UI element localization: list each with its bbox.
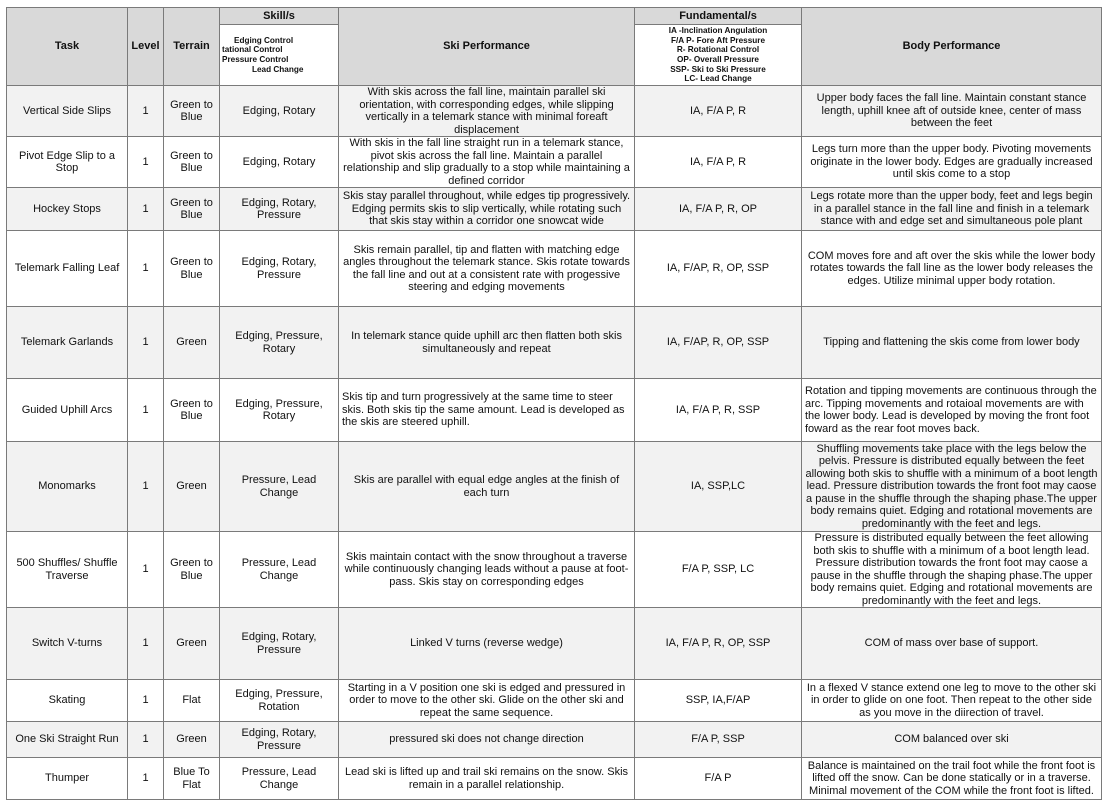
cell-fundamentals: IA, F/A P, R	[635, 137, 802, 188]
cell-fundamentals: IA, F/AP, R, OP, SSP	[635, 231, 802, 307]
cell-skills: Pressure, Lead Change	[220, 758, 339, 800]
cell-skills: Edging, Rotary	[220, 86, 339, 137]
cell-body-performance: In a flexed V stance extend one leg to move to the other ski in order to glide on one foot. Then repeat to the other side as you move in the diirection of travel.	[802, 680, 1102, 722]
cell-skills: Edging, Rotary, Pressure	[220, 608, 339, 680]
header-skills-group: Skill/s	[220, 8, 339, 25]
cell-level: 1	[128, 86, 164, 137]
fundamentals-key-line: OP- Overall Pressure	[677, 55, 759, 64]
cell-fundamentals: F/A P, SSP, LC	[635, 532, 802, 608]
cell-task: Thumper	[7, 758, 128, 800]
cell-skills: Edging, Rotary, Pressure	[220, 231, 339, 307]
fundamentals-key-line: R- Rotational Control	[676, 45, 760, 55]
fundamentals-key-line: IA -Inclination Angulation	[668, 26, 768, 36]
cell-task: Hockey Stops	[7, 188, 128, 231]
cell-task: Vertical Side Slips	[7, 86, 128, 137]
cell-fundamentals: IA, SSP,LC	[635, 442, 802, 532]
cell-skills: Pressure, Lead Change	[220, 532, 339, 608]
cell-task: Switch V-turns	[7, 608, 128, 680]
table-row	[7, 86, 1102, 137]
cell-ski-performance: Starting in a V position one ski is edged and pressured in order to move to the other ski. Glide on the other ski and repeat the same sequence.	[339, 680, 635, 722]
fundamentals-key	[635, 25, 802, 86]
table-row	[7, 137, 1102, 188]
header-terrain: Terrain	[164, 8, 220, 86]
cell-fundamentals: F/A P	[635, 758, 802, 800]
cell-task: Monomarks	[7, 442, 128, 532]
cell-fundamentals: IA, F/A P, R, OP	[635, 188, 802, 231]
table-row	[7, 379, 1102, 442]
table-row	[7, 307, 1102, 379]
cell-task: Telemark Falling Leaf	[7, 231, 128, 307]
cell-body-performance: COM balanced over ski	[802, 722, 1102, 758]
skills-key-line: Edging Control	[234, 35, 294, 45]
cell-ski-performance: With skis across the fall line, maintain parallel ski orientation, with corresponding edges, while slipping vertically in a telemark stance with minimal foreaft displacement	[339, 86, 635, 137]
fundamentals-key-line: F/A P- Fore Aft Pressure	[670, 35, 766, 45]
cell-terrain: Blue To Flat	[164, 758, 220, 800]
cell-ski-performance: Linked V turns (reverse wedge)	[339, 608, 635, 680]
table-row	[7, 188, 1102, 231]
cell-task: Skating	[7, 680, 128, 722]
ski-drills-table	[6, 7, 1102, 800]
header-task: Task	[7, 8, 128, 86]
cell-task: One Ski Straight Run	[7, 722, 128, 758]
cell-skills: Edging, Rotary, Pressure	[220, 188, 339, 231]
cell-skills: Edging, Pressure, Rotary	[220, 379, 339, 442]
header-fundamentals-group: Fundamental/s	[635, 8, 802, 25]
cell-level: 1	[128, 532, 164, 608]
cell-ski-performance: Skis remain parallel, tip and flatten with matching edge angles throughout the telemark stance. Skis rotate towards the fall line and out at a consistent rate with progessive steering and edging movements	[339, 231, 635, 307]
cell-terrain: Green	[164, 442, 220, 532]
skills-key-line: Lead Change	[252, 64, 304, 74]
cell-skills: Edging, Pressure, Rotary	[220, 307, 339, 379]
cell-level: 1	[128, 680, 164, 722]
fundamentals-key-line: LC- Lead Change	[684, 74, 752, 84]
cell-fundamentals: SSP, IA,F/AP	[635, 680, 802, 722]
cell-terrain: Green to Blue	[164, 379, 220, 442]
cell-fundamentals: IA, F/A P, R, OP, SSP	[635, 608, 802, 680]
cell-terrain: Flat	[164, 680, 220, 722]
cell-body-performance: COM of mass over base of support.	[802, 608, 1102, 680]
table-row	[7, 608, 1102, 680]
cell-body-performance: Rotation and tipping movements are continuous through the arc. Tipping movements and rotaioal movements are with the lower body. Lead is developed by moving the front foot foward as the rear foot moves back.	[802, 379, 1102, 442]
skills-key-line: tational Control	[222, 45, 283, 55]
cell-level: 1	[128, 722, 164, 758]
cell-terrain: Green	[164, 722, 220, 758]
header-body-performance: Body Performance	[802, 8, 1102, 86]
table-row	[7, 231, 1102, 307]
table-body	[7, 86, 1102, 800]
table-row	[7, 758, 1102, 800]
cell-ski-performance: Skis are parallel with equal edge angles at the finish of each turn	[339, 442, 635, 532]
table-row	[7, 442, 1102, 532]
cell-terrain: Green	[164, 307, 220, 379]
cell-body-performance: Balance is maintained on the trail foot while the front foot is lifted off the snow. Can be done statically or in a traverse. Minimal movement of the COM while the front foot is lifted.	[802, 758, 1102, 800]
cell-level: 1	[128, 231, 164, 307]
cell-ski-performance: In telemark stance quide uphill arc then flatten both skis simultaneously and repeat	[339, 307, 635, 379]
cell-task: Pivot Edge Slip to a Stop	[7, 137, 128, 188]
cell-level: 1	[128, 137, 164, 188]
cell-terrain: Green to Blue	[164, 532, 220, 608]
cell-body-performance: COM moves fore and aft over the skis while the lower body rotates towards the fall line as the lower body releases the edges. Utilize minimal upper body rotation.	[802, 231, 1102, 307]
header-level: Level	[128, 8, 164, 86]
cell-level: 1	[128, 379, 164, 442]
cell-ski-performance: With skis in the fall line straight run in a telemark stance, pivot skis across the fall line. Maintain a parallel relationship and slip gradually to a stop while maintaining a defined corridor	[339, 137, 635, 188]
table-row	[7, 532, 1102, 608]
cell-body-performance: Pressure is distributed equally between the feet allowing both skis to shuffle with a minimum of a boot length lead. Pressure distribution towards the front foot may caose a pause in the shuffle through the shaping phase.The upper body remains quiet. Edging and rotational movements are predominantly with the feet and legs.	[802, 532, 1102, 608]
skills-key	[220, 25, 339, 86]
table-row	[7, 680, 1102, 722]
cell-ski-performance: Skis maintain contact with the snow throughout a traverse while continuously changing leads without a pause at foot-pass. Skis stay on corresponding edges	[339, 532, 635, 608]
cell-ski-performance: Skis stay parallel throughout, while edges tip progressively. Edging permits skis to slip vertically, while rotating such that skis stay within a corridor one snowcat wide	[339, 188, 635, 231]
cell-task: 500 Shuffles/ Shuffle Traverse	[7, 532, 128, 608]
skills-key-line: Pressure Control	[222, 55, 289, 64]
cell-task: Telemark Garlands	[7, 307, 128, 379]
cell-body-performance: Shuffling movements take place with the legs below the pelvis. Pressure is distributed equally between the feet allowing both skis to shuffle with a minimum of a boot length lead. Pressure distribution towards the front foot may caose a pause in the shuffle through the shaping phase.The upper body remains quiet. Edging and rotational movements are predominantly with the feet and legs.	[802, 442, 1102, 532]
cell-ski-performance: Skis tip and turn progressively at the same time to steer skis. Both skis tip the same amount. Lead is developed as the skis are steered uphill.	[339, 379, 635, 442]
cell-skills: Edging, Pressure, Rotation	[220, 680, 339, 722]
cell-fundamentals: IA, F/AP, R, OP, SSP	[635, 307, 802, 379]
cell-skills: Edging, Rotary, Pressure	[220, 722, 339, 758]
cell-ski-performance: pressured ski does not change direction	[339, 722, 635, 758]
cell-terrain: Green to Blue	[164, 86, 220, 137]
cell-body-performance: Legs rotate more than the upper body, feet and legs begin in a parallel stance in the fall line and finish in a telemark stance with and edge set and simultaneous pole plant	[802, 188, 1102, 231]
cell-level: 1	[128, 188, 164, 231]
cell-body-performance: Legs turn more than the upper body. Pivoting movements originate in the lower body. Edges are gradually increased until skis come to a stop	[802, 137, 1102, 188]
cell-terrain: Green to Blue	[164, 137, 220, 188]
cell-terrain: Green	[164, 608, 220, 680]
cell-level: 1	[128, 442, 164, 532]
table-header	[7, 8, 1102, 86]
cell-ski-performance: Lead ski is lifted up and trail ski remains on the snow. Skis remain in a parallel relationship.	[339, 758, 635, 800]
cell-body-performance: Upper body faces the fall line. Maintain constant stance length, uphill knee aft of outside knee, center of mass between the feet	[802, 86, 1102, 137]
cell-fundamentals: IA, F/A P, R	[635, 86, 802, 137]
fundamentals-key-line: SSP- Ski to Ski Pressure	[670, 64, 766, 74]
cell-fundamentals: F/A P, SSP	[635, 722, 802, 758]
cell-skills: Edging, Rotary	[220, 137, 339, 188]
cell-fundamentals: IA, F/A P, R, SSP	[635, 379, 802, 442]
cell-level: 1	[128, 307, 164, 379]
cell-body-performance: Tipping and flattening the skis come from lower body	[802, 307, 1102, 379]
cell-skills: Pressure, Lead Change	[220, 442, 339, 532]
cell-terrain: Green to Blue	[164, 188, 220, 231]
cell-level: 1	[128, 608, 164, 680]
table-row	[7, 722, 1102, 758]
cell-task: Guided Uphill Arcs	[7, 379, 128, 442]
header-ski-performance: Ski Performance	[339, 8, 635, 86]
cell-terrain: Green to Blue	[164, 231, 220, 307]
cell-level: 1	[128, 758, 164, 800]
